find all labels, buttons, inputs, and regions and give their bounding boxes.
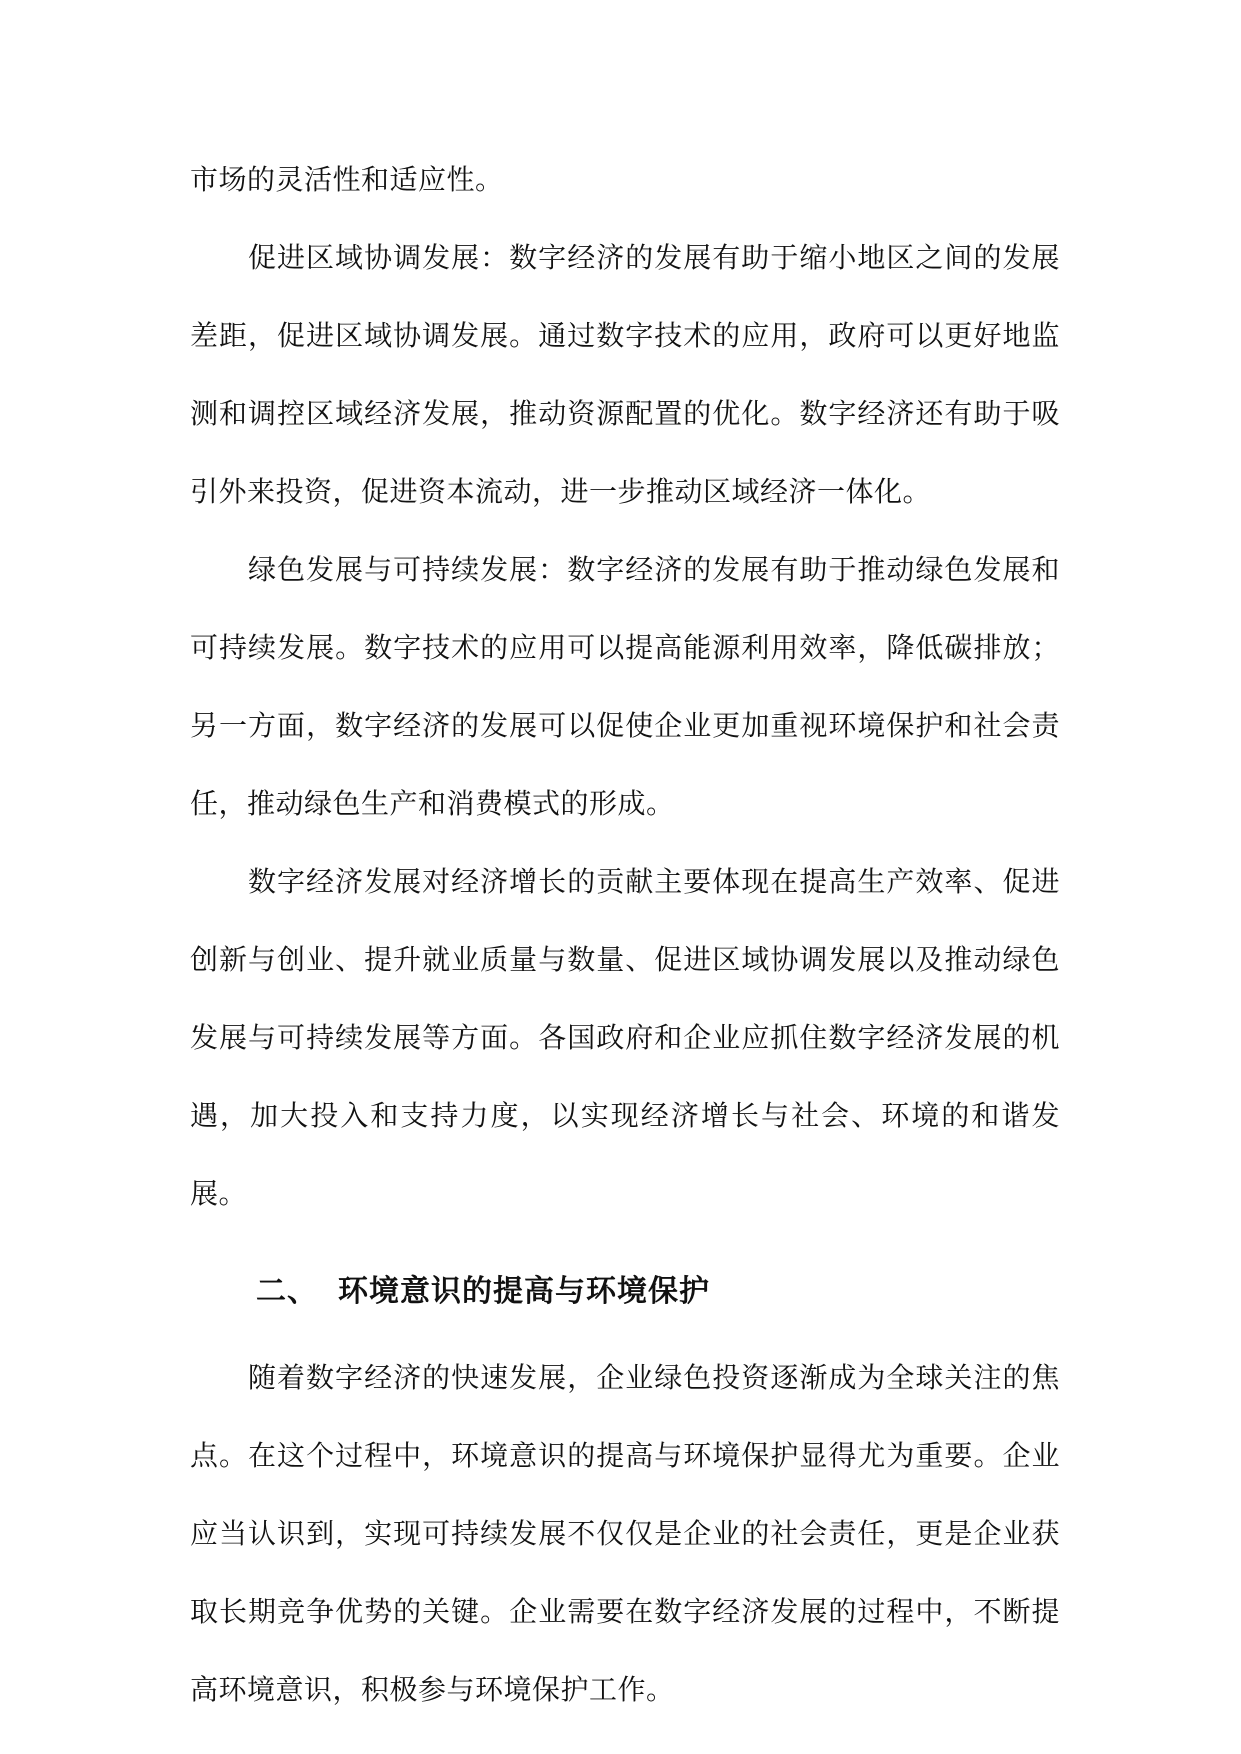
section-number: 二、	[256, 1274, 318, 1309]
section-title: 环境意识的提高与环境保护	[338, 1274, 710, 1309]
paragraph-continuation: 市场的灵活性和适应性。	[190, 163, 504, 196]
paragraph-summary: 数字经济发展对经济增长的贡献主要体现在提高生产效率、促进创新与创业、提升就业质量与数量、促进区域协调发展以及推动绿色发展与可持续发展等方面。各国政府和企业应抓住数字经济发展的机遇，加大投入和支持力度，以实现经济增长与社会、环境的和谐发展。	[190, 865, 1060, 1210]
paragraph-environmental-awareness: 随着数字经济的快速发展，企业绿色投资逐渐成为全球关注的焦点。在这个过程中，环境意识的提高与环境保护显得尤为重要。企业应当认识到，实现可持续发展不仅仅是企业的社会责任，更是企业获取长期竞争优势的关键。企业需要在数字经济发展的过程中，不断提高环境意识，积极参与环境保护工作。	[190, 1361, 1060, 1706]
paragraph-green-development: 绿色发展与可持续发展：数字经济的发展有助于推动绿色发展和可持续发展。数字技术的应用可以提高能源利用效率，降低碳排放；另一方面，数字经济的发展可以促使企业更加重视环境保护和社会责任，推动绿色生产和消费模式的形成。	[190, 553, 1060, 820]
paragraph-regional-development: 促进区域协调发展：数字经济的发展有助于缩小地区之间的发展差距，促进区域协调发展。通过数字技术的应用，政府可以更好地监测和调控区域经济发展，推动资源配置的优化。数字经济还有助于吸引外来投资，促进资本流动，进一步推动区域经济一体化。	[190, 241, 1060, 508]
section-heading	[190, 1267, 1060, 1317]
document-body	[190, 141, 1060, 1729]
